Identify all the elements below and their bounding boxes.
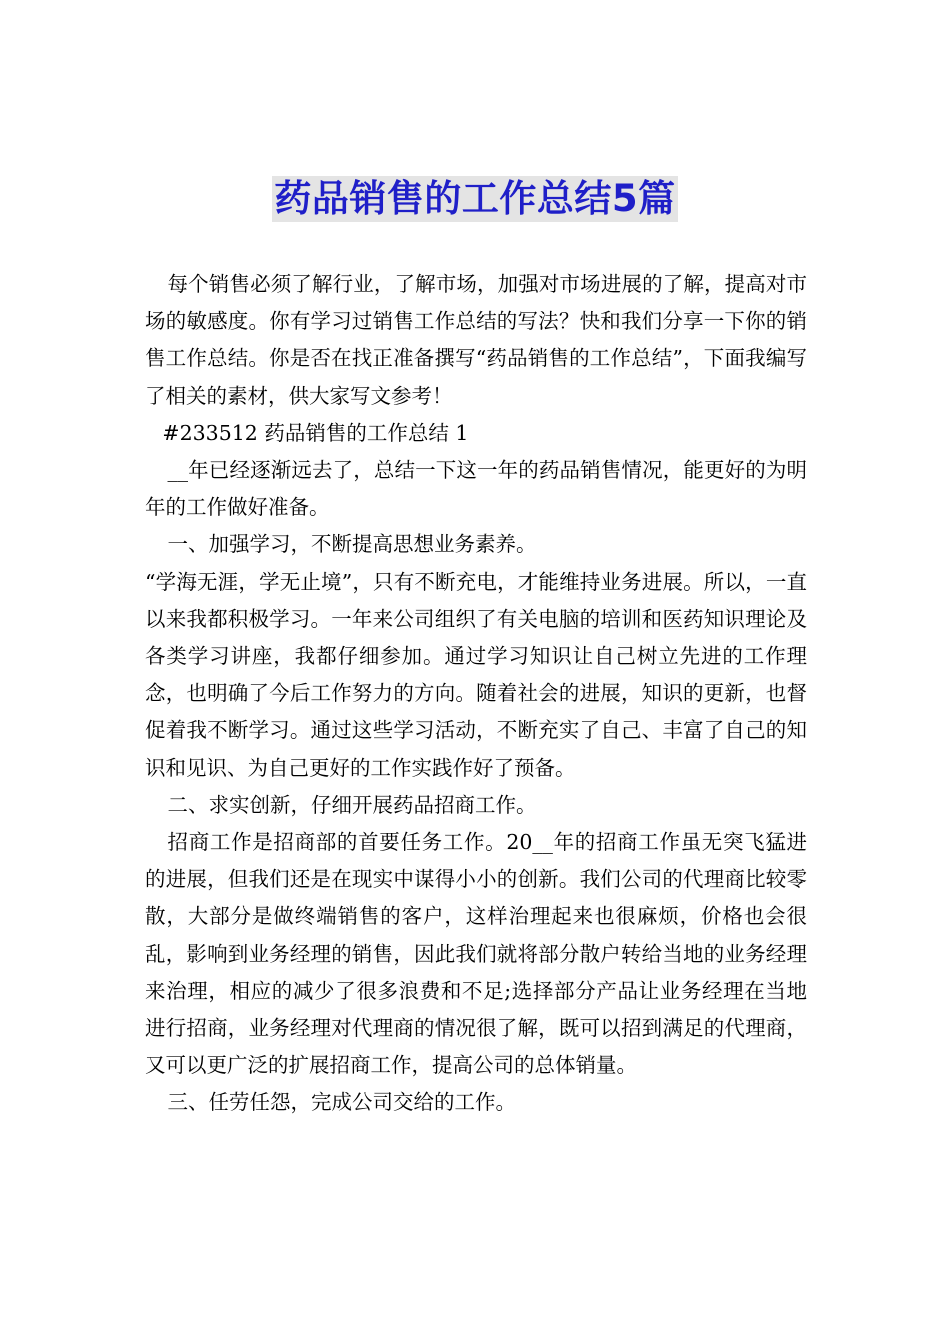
document-title: 药品销售的工作总结5篇 — [274, 177, 676, 220]
title-container — [0, 176, 950, 222]
document-body — [145, 266, 807, 1122]
intro-paragraph: 每个销售必须了解行业，了解市场，加强对市场进展的了解，提高对市场的敏感度。你有学习过销售工作总结的写法？快和我们分享一下你的销售工作总结。你是否在找正准备撰写“药品销售的工作总结”，下面我编写了相关的素材，供大家写文参考！ — [145, 272, 807, 408]
section-reference: #233512 药品销售的工作总结 1 — [162, 420, 469, 445]
section-heading: 三、任劳任怨，完成公司交给的工作。 — [167, 1090, 517, 1115]
body-paragraph: “学海无涯，学无止境”，只有不断充电，才能维持业务进展。所以，一直以来我都积极学习。一年来公司组织了有关电脑的培训和医药知识理论及各类学习讲座，我都仔细参加。通过学习知识让自己树立先进的工作理念，也明确了今后工作努力的方向。随着社会的进展，知识的更新，也督促着我不断学习。通过这些学习活动，不断充实了自己、丰富了自己的知识和见识、为自己更好的工作实践作好了预备。 — [145, 569, 807, 780]
section-heading: 一、加强学习，不断提高思想业务素养。 — [167, 532, 537, 557]
body-paragraph: __年已经逐渐远去了，总结一下这一年的药品销售情况，能更好的为明年的工作做好准备。 — [145, 458, 807, 520]
section-heading: 二、求实创新，仔细开展药品招商工作。 — [167, 792, 537, 817]
body-paragraph: 招商工作是招商部的首要任务工作。20__年的招商工作虽无突飞猛进的进展，但我们还是在现实中谋得小小的创新。我们公司的代理商比较零散，大部分是做终端销售的客户，这样治理起来也很麻烦，价格也会很乱，影响到业务经理的销售，因此我们就将部分散户转给当地的业务经理来治理，相应的减少了很多浪费和不足;选择部分产品让业务经理在当地进行招商，业务经理对代理商的情况很了解，既可以招到满足的代理商，又可以更广泛的扩展招商工作，提高公司的总体销量。 — [145, 830, 807, 1078]
